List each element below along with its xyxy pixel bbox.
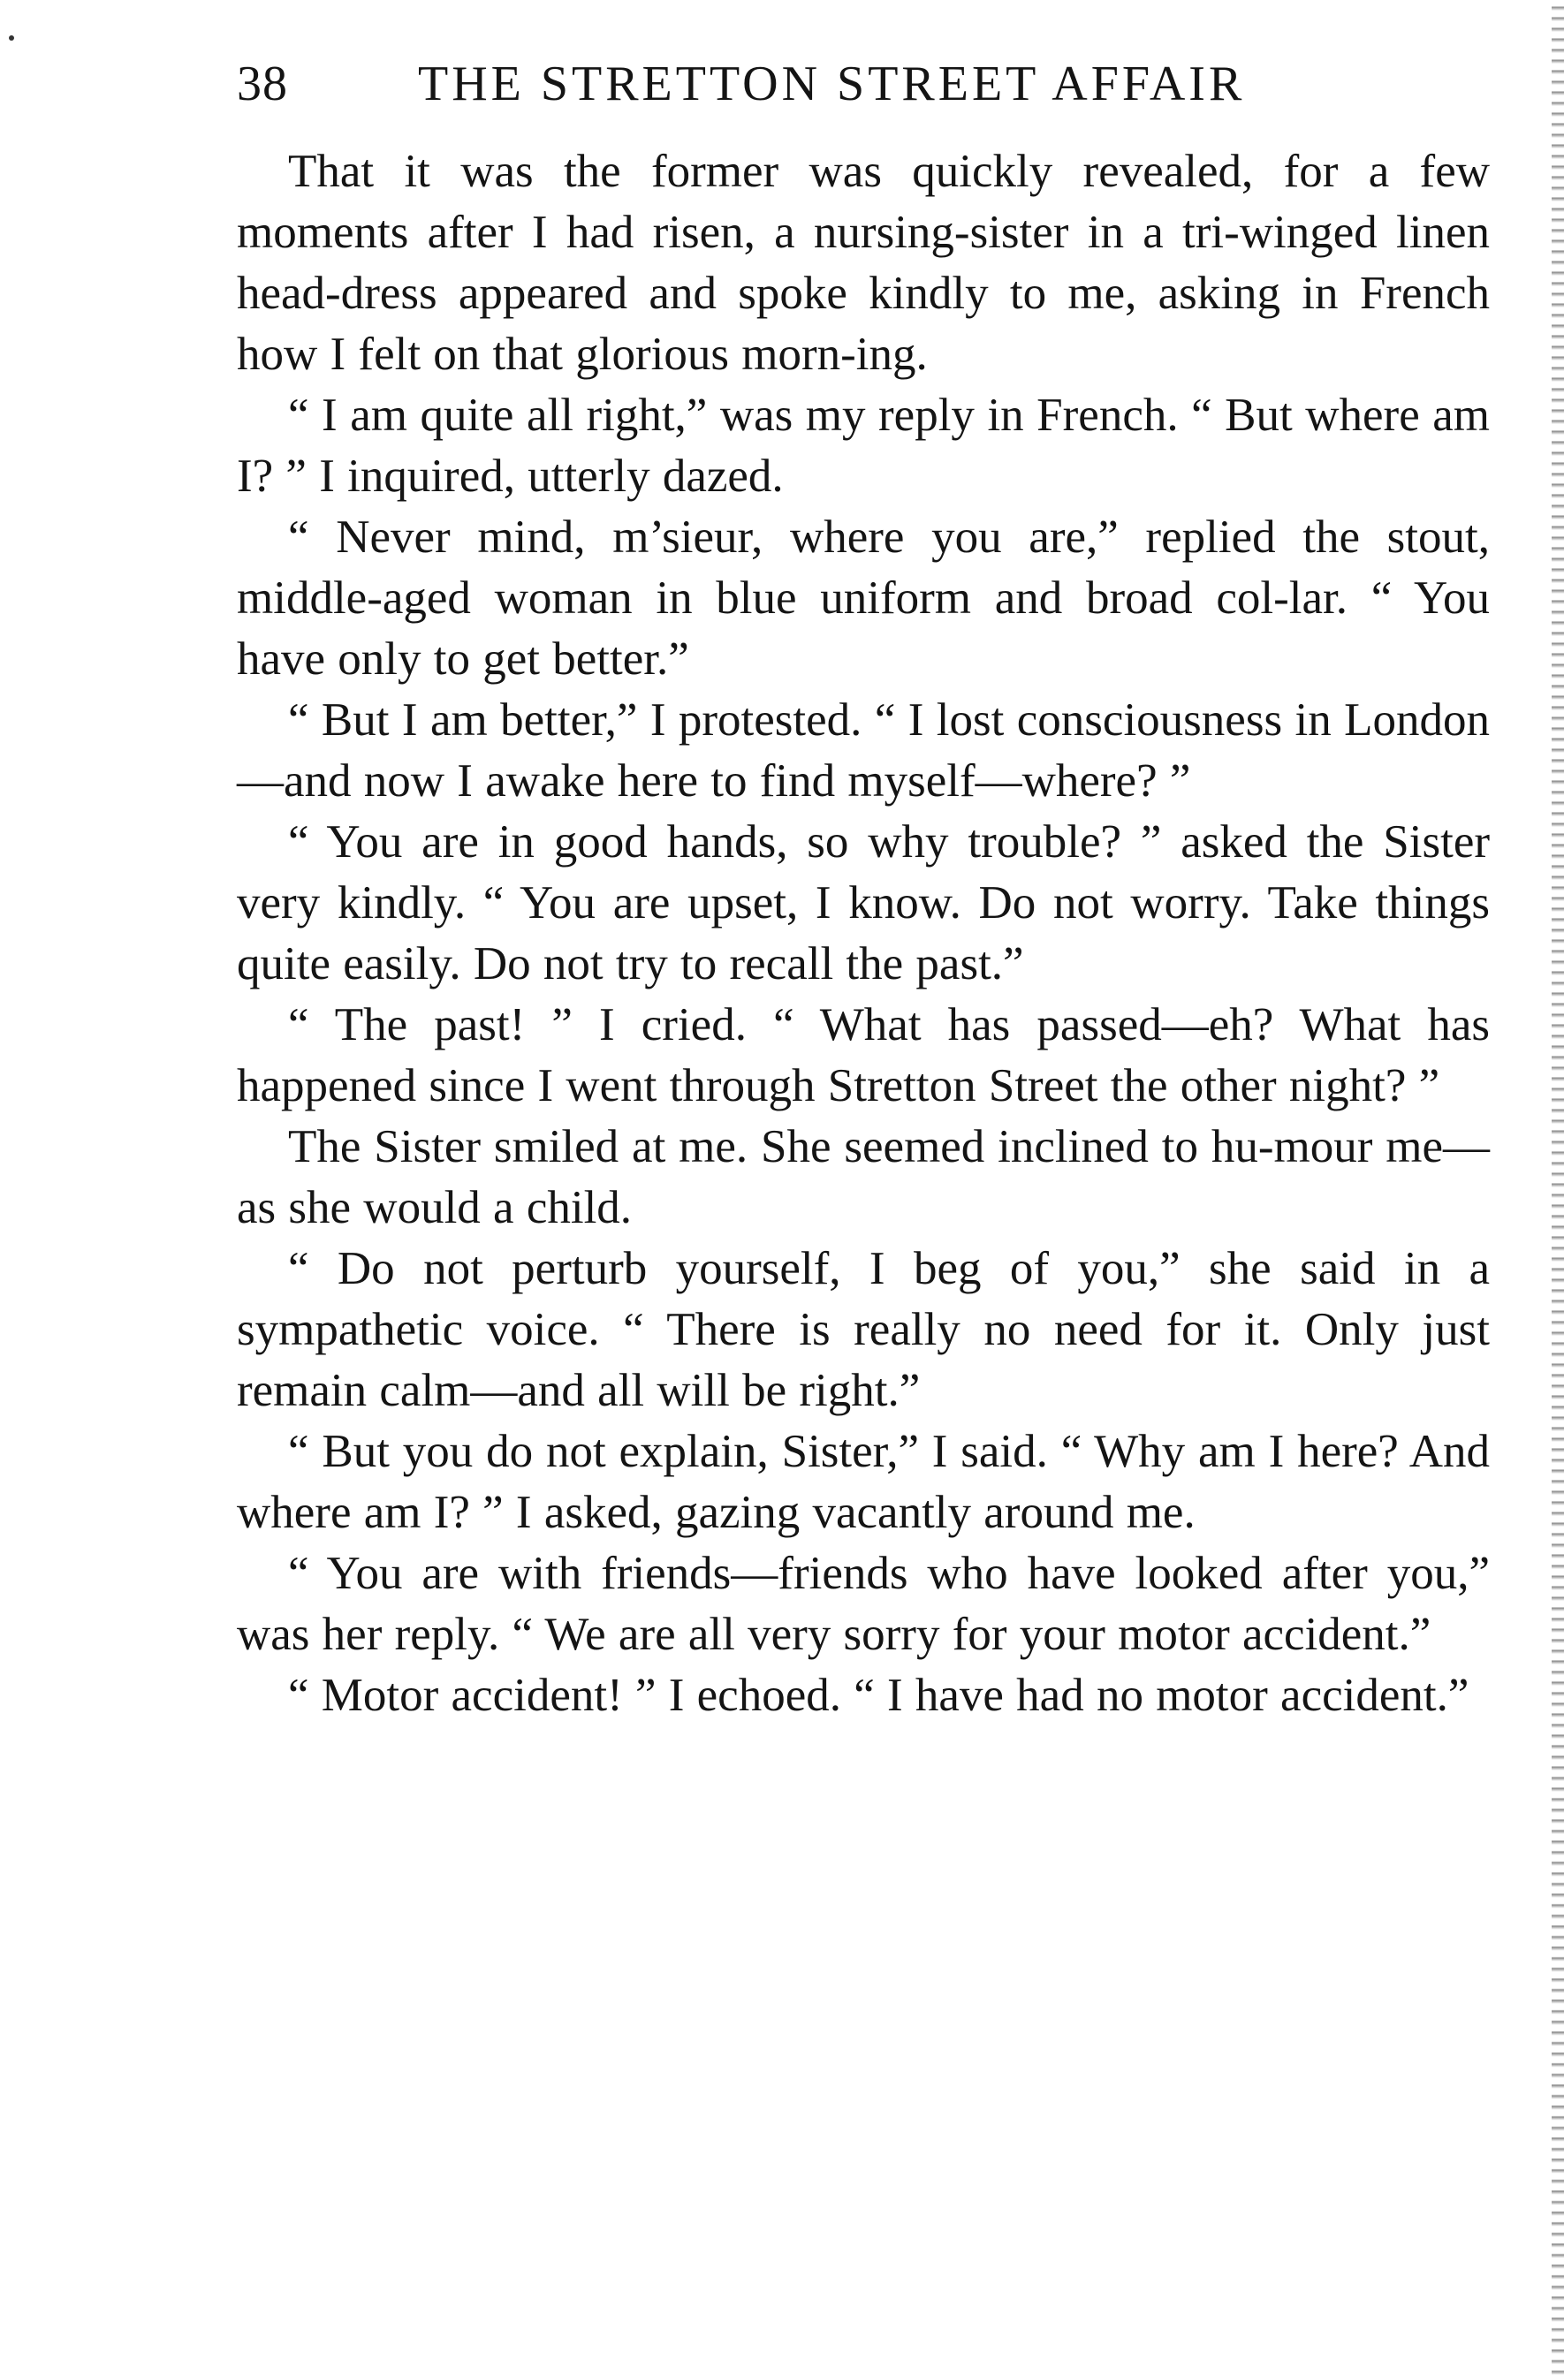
margin-speck <box>9 35 14 41</box>
page-number: 38 <box>237 57 288 111</box>
paragraph: “ The past! ” I cried. “ What has passed—eh? What has happened since I went through Stretton Street the other night? ” <box>237 999 1490 1111</box>
paragraph: The Sister smiled at me. She seemed inclined to hu-mour me—as she would a child. <box>237 1121 1490 1233</box>
paragraph: “ I am quite all right,” was my reply in French. “ But where am I? ” I inquired, utterly dazed. <box>237 390 1490 502</box>
paragraph: That it was the former was quickly revealed, for a few moments after I had risen, a nursing-sister in a tri-winged linen head-dress appeared and spoke kindly to me, asking in French how I felt on that glorious morn-ing. <box>237 146 1490 380</box>
page-header <box>237 49 1329 119</box>
paragraph: “ Never mind, m’sieur, where you are,” replied the stout, middle-aged woman in blue uniform and broad col-lar. “ You have only to get better.” <box>237 512 1490 685</box>
body-text <box>237 141 1490 1726</box>
running-title: THE STRETTON STREET AFFAIR <box>418 57 1246 111</box>
paragraph: “ But you do not explain, Sister,” I said. “ Why am I here? And where am I? ” I asked, gazing vacantly around me. <box>237 1426 1490 1538</box>
scanned-page-edge <box>1552 0 1564 2380</box>
paragraph: “ You are in good hands, so why trouble? ” asked the Sister very kindly. “ You are upset, I know. Do not worry. Take things quite easily. Do not try to recall the past.” <box>237 816 1490 989</box>
paragraph: “ Motor accident! ” I echoed. “ I have had no motor accident.” <box>288 1670 1469 1721</box>
paragraph: “ You are with friends—friends who have looked after you,” was her reply. “ We are all very sorry for your motor accident.” <box>237 1548 1490 1660</box>
paragraph: “ But I am better,” I protested. “ I lost consciousness in London—and now I awake here to find myself—where? ” <box>237 694 1490 807</box>
paragraph: “ Do not perturb yourself, I beg of you,” she said in a sympathetic voice. “ There is really no need for it. Only just remain calm—and all will be right.” <box>237 1243 1490 1416</box>
